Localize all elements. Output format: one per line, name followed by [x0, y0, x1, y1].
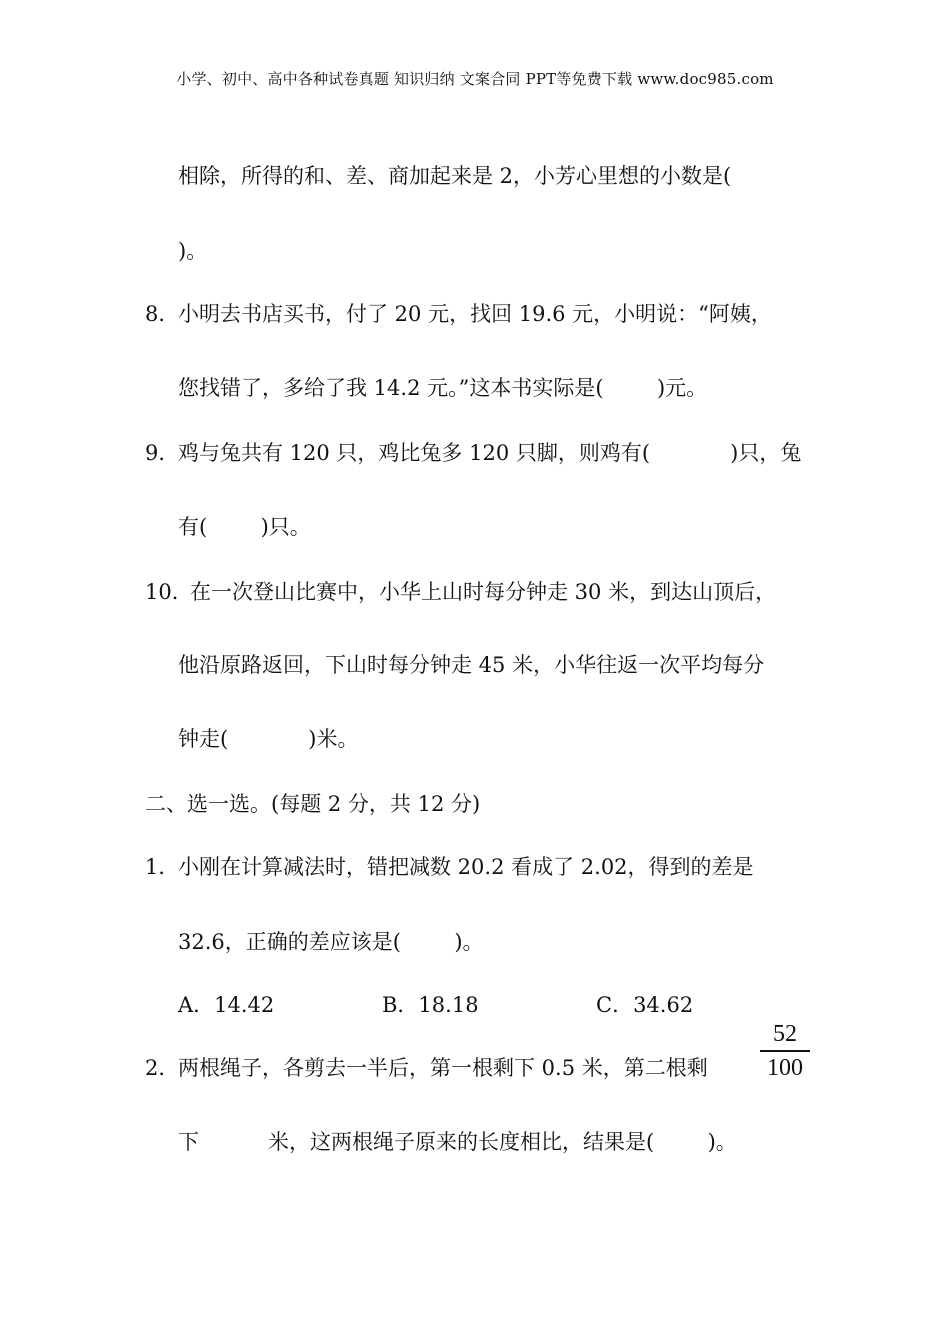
- q7-line1: 相除，所得的和、差、商加起来是 2，小芳心里想的小数是(: [178, 164, 732, 188]
- fraction-bar: [760, 1050, 810, 1052]
- s2q2-number: 2．: [145, 1056, 180, 1080]
- q9-line1: 鸡与兔共有 120 只，鸡比兔多 120 只脚，则鸡有( )只，兔: [178, 441, 802, 465]
- s2q1-number: 1．: [145, 855, 180, 879]
- s2q2-line1: 两根绳子，各剪去一半后，第一根剩下 0.5 米，第二根剩: [178, 1056, 708, 1080]
- q9-line2: 有( )只。: [178, 515, 311, 539]
- s2q2-line2-post: 米，这两根绳子原来的长度相比，结果是( )。: [268, 1130, 737, 1154]
- section-title: 二、选一选。(每题 2 分，共 12 分): [145, 792, 481, 816]
- q9-number: 9．: [145, 441, 180, 465]
- s2q1-line2: 32.6，正确的差应该是( )。: [178, 930, 484, 954]
- fraction: [760, 1020, 810, 1082]
- fraction-denominator: 100: [767, 1054, 803, 1081]
- q8-number: 8．: [145, 302, 180, 326]
- page-header: 小学、初中、高中各种试卷真题 知识归纳 文案合同 PPT等免费下载 www.doc985.com: [176, 70, 774, 88]
- s2q1-line1: 小刚在计算减法时，错把减数 20.2 看成了 2.02，得到的差是: [178, 855, 754, 879]
- q8-line1: 小明去书店买书，付了 20 元，找回 19.6 元，小明说：“阿姨，: [178, 302, 772, 326]
- q8-line2: 您找错了，多给了我 14.2 元。”这本书实际是( )元。: [178, 376, 708, 400]
- fraction-numerator: 52: [773, 1021, 797, 1047]
- q7-line2: )。: [178, 239, 208, 263]
- s2q1-option-b: B．18.18: [382, 993, 479, 1017]
- s2q1-option-c: C．34.62: [596, 993, 694, 1017]
- q10-line2: 他沿原路返回，下山时每分钟走 45 米，小华往返一次平均每分: [178, 653, 765, 677]
- q10-line1: 在一次登山比赛中，小华上山时每分钟走 30 米，到达山顶后，: [190, 580, 777, 604]
- q10-line3: 钟走( )米。: [178, 727, 359, 751]
- q10-number: 10．: [145, 580, 193, 604]
- s2q1-option-a: A．14.42: [178, 993, 275, 1017]
- s2q2-line2-pre: 下: [178, 1130, 199, 1154]
